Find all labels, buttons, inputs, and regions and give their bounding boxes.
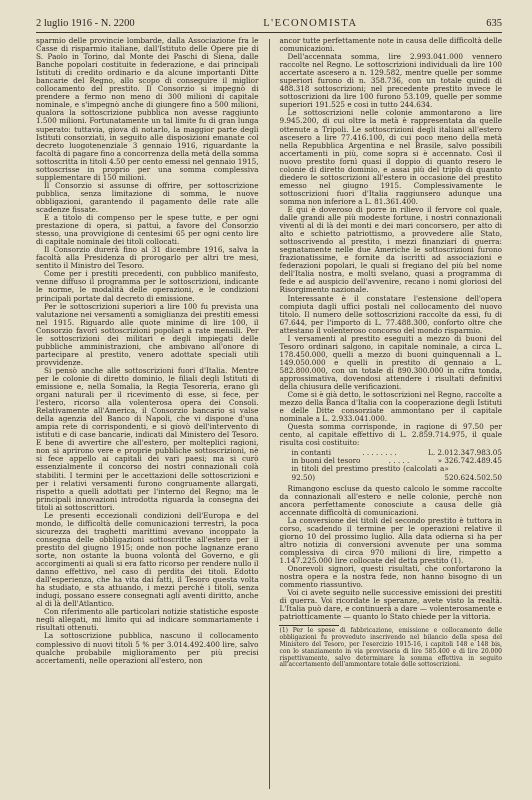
paragraph: Si pensò anche alle sottoscrizioni fuori d'Italia. Mentre per le colonie di diretto dominio, le filiali degli Istituti di emissione e, nella Somalia, la Regia Tesoreria, erano gli organi naturali per il ricevimento di esse, si fece, per l'estero, ricorso alla volenterosa opera dei Consoli. Relativamente all'America, il Consorzio bancario si valse della agenzia del Banco di Napoli, che vi dispone d'una ampia rete di corrispondenti, e si giovò dell'intervento di istituti e di case bancarie, indicati dal Ministero del Tesoro. E bene di avvertire che all'estero, per molteplici ragioni, non si aprirono vere e proprie pubbliche sottoscrizioni, nè si fece appello ai capitali dei vari paesi; ma si curò essenzialmente il concorso dei nostri connazionali colà stabiliti. I termini per le accettazioni delle sottoscrizioni e per i relativi versamenti furono congruamente allargati, rispetto a quelli adottati per l'interno del Regno; ma le principali innovazioni introdotta riguarda la consegna dei titoli ai sottoscrittori.	[36, 365, 259, 512]
paragraph: La sottoscrizione pubblica, nascuno il collocamento complessivo di nuovi titoli 5 % per 3.014.492.400 lire, salvo qualche probabile miglioramento per più precisi accertamenti, nelle operazioni all'estero, non	[36, 631, 259, 665]
capital-breakdown-table	[279, 449, 502, 481]
right-column	[279, 37, 502, 789]
paragraph: sparmio delle provincie lombarde, dalla Associazione fra le Casse di risparmio italiane, dall'Istituto delle Opere pie di S. Paolo in Torino, dal Monte dei Paschi di Siena, dalle Banche popolari costituite in federazione, e dai principali Istituti di credito ordinario e da alcune importanti Ditte bancarie del Regno, allo scopo di conseguire il miglior collocamento del prestito. Il Consorzio si impegnò di prendere a fermo non meno di 300 milioni di capitale nominale, e s'impegnò anche di giungere fino a 500 milioni, qualora la sottoscrizione pubblica non avesse raggiunto 1.500 milioni. Fortunatamente un tal limite fu di gran lunga superato: tuttavia, giova di notarlo, la maggior parte degli Istituti consorziati, in seguito alle disposizioni emanate col decreto luogotenenziale 3 gennaio 1916, riguardante la facoltà di pagare fino a concorrenza della metà della somma sottoscritta in titoli 4.50 per cento emessi nel gennaio 1915, sottoscrisse in proprio per una somma complessiva supplementare di 150 milioni.	[36, 37, 259, 182]
paragraph: Dell'accennata somma, lire 2.993.041.000 vennero raccolte nel Regno. Le sottoscrizioni individuali da lire 100 accertate ascesero a n. 129.582, mentre quelle per somme superiori furono di n. 358.736, con un totale quindi di 488.318 sottoscrizioni; nel precedente prestito invece le sottoscrizioni da lire 100 furono 53.109, quelle per somme superiori 191.525 e cosi in tutto 244.634.	[279, 52, 502, 110]
journal-title: L'ECONOMISTA	[263, 18, 358, 29]
paragraph: E qui è doveroso di porre in rilievo il fervore col quale, dalle grandi alle più modeste fortune, i nostri connazionali viventi al di là dei monti e dei mari concorsero, per atto di alto e schietto patriottismo, a provvedere alle Stato, sottoscrivendo al prestito, i mezzi finanziari di guerra: segnatamente nelle due Americhe le sottoscrizioni furono frazionatissime, e fornite da iscritti ad associazioni e federazioni popolari, le quali si fregiano del più bel nome dell'Italia nostra, e molti svelano, quasi a programma di fede e ad auspicio dell'avvenire, recano i nomi gloriosi del Risorgimento nazionale.	[279, 204, 502, 295]
paragraph: Interessante è il constatare l'estensione dell'opera compiuta dagli uffici postali nel collocamento del nuovo titolo. Il numero delle sottoscrizioni raccolte da essi, fu di 67.644, per l'importo di L. 77.488.300, conforto oltre che attestano il volenteroso concorso del mondo risparmio.	[279, 293, 502, 335]
page-header	[36, 18, 502, 33]
row-label: in contanti	[291, 448, 332, 458]
row-value: » 326.742.489.45	[437, 456, 502, 466]
row-leader: . . . . . . . .	[362, 448, 397, 458]
paragraph: Le presenti eccezionali condizioni dell'Europa e del mondo, le difficoltà delle comunicazioni terrestri, la poca sicurezza dei traghetti marittimi avevano incoppato la consegna delle obbligazioni sottoscritte all'estero per il prestito del giugno 1915; onde non poche lagnanze erano sorte, non ostante la buona volontà del Governo, e gli accorgimenti ai quali si era fatto ricorso per rendere nullo il danno effettivo, nel caso di perdita dei titoli. Edotto dall'esperienza, che ha vita dai fatti, il Tesoro questa volta ha studiato, e sta attuando, i mezzi perchè i titoli, senza indugi, possano essere consegnati agli aventi diritto, anche al di là dell'Atlantico.	[36, 510, 259, 609]
column-divider	[269, 39, 270, 789]
table-row	[279, 465, 502, 481]
footnote-rule	[279, 625, 339, 626]
row-label: in buoni del tesoro	[291, 456, 361, 466]
paragraph: Le sottoscrizioni nelle colonie ammontarono a lire 9.945.200, di cui oltre la metà è rappresentata da quelle ottenute a Tripoli. Le sottoscrizioni degli italiani all'estero ascesero a lire 77.416.100, di cui poco meno della metà nella Repubblica Argentina e nel Brasile, salvo possibili accertamenti in più, come sopra si è accennato. Così il nuovo prestito fornì quasi il doppio di quanto resero le colonie di diretto dominio, e assai più del triplo di quanto diedero le sottoscrizioni all'estero in occasione del prestito emesso nel giugno 1915. Complessivamente le sottoscrizioni fuori d'Italia raggiunsero adunque una somma non inferiore a L. 81.361.400.	[279, 108, 502, 206]
paragraph: Il Consorzio si assunse di offrire, per sottoscrizione pubblica, senza limitazione di somma, le nuove obbligazioni, garantendo il pagamento delle rate alle scadenze fissate.	[36, 180, 259, 214]
paragraph: La conversione dei titoli del secondo prestito è tuttora in corso, scadendo il termine per le operazioni relative il giorno 10 del prossimo luglio. Alla data odierna si ha per altro notizia di conversioni avvenute per una somma complessiva di circa 970 milioni di lire, rimpetto a 1.147.225.000 lire collocate del detta prestito (1).	[279, 515, 502, 565]
paragraph: Come si è già detto, le sottoscrizioni nel Regno, raccolte a mezzo della Banca d'Italia con la cooperazione degli Istituti e delle Ditte consorziate ammontano per il capitale nominale a L. 2.933.041.000.	[279, 390, 502, 424]
row-leader: . . . . .	[388, 456, 410, 466]
paragraph: ancor tutte perfettamente note in causa delle difficoltà delle comunicazioni.	[279, 37, 502, 54]
text-columns	[36, 37, 502, 789]
row-value: L. 2.012.347.983.05	[428, 448, 502, 458]
paragraph: Voi ci avete seguito nelle successive emissioni dei prestiti di guerra. Voi ricordate le speranze, avete visto la realtà. L'Italia può dare, e continuerà a dare — volenterosamente e patriotticamente — quanto lo Stato chiede per la vittoria.	[279, 588, 502, 622]
paragraph: Con riferimento alle particolari notizie statistiche esposte negli allegati, mi limito qui ad indicare sommariamente i risultati ottenuti.	[36, 607, 259, 633]
paragraph: Questa somma corrisponde, in ragione di 97.50 per cento, al capitale effettivo di L. 2.859.714.975, il quale risulta così costituito:	[279, 422, 502, 448]
paragraph: I versamenti al prestito eseguiti a mezzo di buoni del Tesoro ordinari salgono, in capitale nominale, a circa L. 178.450.000, quelli a mezzo di buoni quinquennali a L. 149.050.000 e quelli in prestito di gennaio a L. 582.800.000, con un totale di 890.300.000 in cifra tonda, approssimativa, dovendosi attendere i risultati definitivi della chiusura delle verificazioni.	[279, 333, 502, 392]
row-value: » 520.624.502.50	[444, 464, 502, 482]
paragraph: E a titolo di compenso per le spese tutte, e per ogni prestazione di opera, si pattuì, a favore del Consorzio stesso, una provvigione di centesimi 65 per ogni cento lire di capitale nominale dei titoli collocati.	[36, 213, 259, 247]
left-column	[36, 37, 259, 789]
paragraph: Per le sottoscrizioni superiori a lire 100 fu prevista una valutazione nei versamenti a somiglianza dei prestiti emessi nel 1915. Riguardo alle quote minime di lire 100, il Consorzio favorì sottoscrizioni popolari a rate mensili. Per le sottoscrizioni dei militari e degli impiegati delle pubbliche amministrazioni, che ambivano all'onore di partecipare al prestito, venero adottate speciali utili provvidenze.	[36, 301, 259, 367]
row-label: in titoli del prestimo prestito (calcolati a 92.50)	[291, 464, 445, 482]
paragraph: Onorevoli signori, questi risultati, che confortarono la nostra opera e la nostra fede, non hanno bisogno di un commento riassuntivo.	[279, 564, 502, 590]
paragraph: Come per i prestiti precedenti, con pubblico manifesto, venne diffuso il programma per le sottoscrizioni, indicante le norme, le modalità delle operazioni, e le condizioni principali portate dal decreto di emissione.	[36, 269, 259, 303]
footnote: (1) Per le spese di fabbricazione, emissione e collocamento delle obbligazioni fu provveduto inscrivendo nel bilancio della spesa del Ministero del Tesoro, per l'esercizio 1915-16, i capitoli 148 e 148 bis, con lo stanziamento in via provvisoria di lire 585.400 e di lire 20.000 rispettivamente, salvo determinare la somma effettiva in seguito all'accertamento dell'ammontare totale delle sottoscrizioni.	[279, 627, 502, 669]
issue-date: 2 luglio 1916 - N. 2200	[36, 18, 135, 29]
paragraph: Il Consorzio durerà fino al 31 dicembre 1916, salva la facoltà alla Presidenza di prorogarlo per altri tre mesi, sentito il Ministro del Tesoro.	[36, 245, 259, 271]
paragraph: Rimangono escluse da questo calcolo le somme raccolte da connazionali all'estero e nelle colonie, perchè non ancora perfettamente conosciute a causa delle già accennate difficoltà di comunicazioni.	[279, 483, 502, 517]
page-number: 635	[486, 18, 502, 29]
